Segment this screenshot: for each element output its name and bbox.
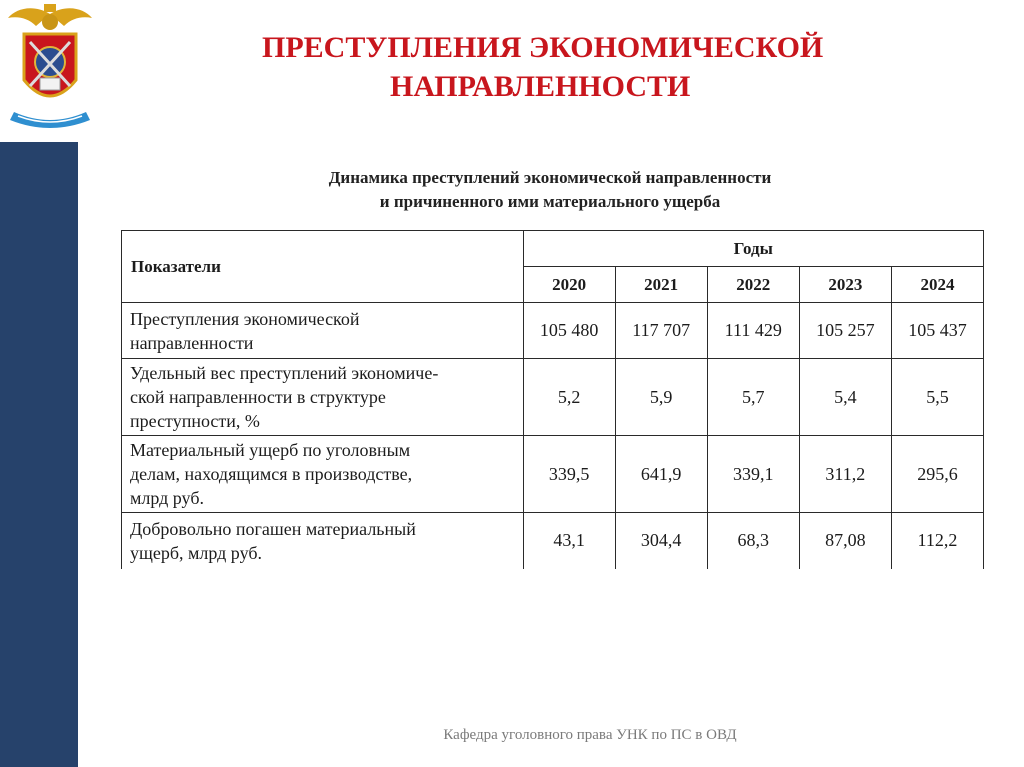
header-indicators: Показатели [122,231,524,303]
header-year: 2021 [615,267,707,303]
row-label-line: направленности [130,332,254,353]
table-caption-line2: и причиненного ими материального ущерба [379,192,721,211]
row-label-line: Добровольно погашен материальный [130,518,416,539]
table-cell: 311,2 [799,436,891,513]
table-cell: 5,5 [891,359,983,436]
table-row [122,436,984,513]
footer-text: Кафедра уголовного права УНК по ПС в ОВД [443,727,737,743]
row-label-line: ущерб, млрд руб. [130,542,262,563]
row-label-line: Материальный ущерб по уголовным [130,440,411,460]
header-year: 2023 [799,267,891,303]
table-cell: 68,3 [707,513,799,569]
table-row [122,359,984,436]
table-cell: 641,9 [615,436,707,513]
table-cell: 5,4 [799,359,891,436]
table-cell: 304,4 [615,513,707,569]
table-cell: 105 257 [799,303,891,359]
table-cell: 339,5 [523,436,615,513]
row-label-line: Преступления экономической [130,308,360,329]
header-year: 2022 [707,267,799,303]
table-cell: 295,6 [891,436,983,513]
table-cell: 339,1 [707,436,799,513]
slide-title-line2: НАПРАВЛЕННОСТИ [390,70,691,103]
table-cell: 5,9 [615,359,707,436]
table-cell: 105 437 [891,303,983,359]
header-year: 2020 [523,267,615,303]
sidebar-bar [0,142,78,767]
table-caption [250,166,850,214]
table-cell: 43,1 [523,513,615,569]
police-emblem-icon [4,0,96,132]
slide-title-line1: ПРЕСТУПЛЕНИЯ ЭКОНОМИЧЕСКОЙ [262,31,824,64]
table-cell: 5,2 [523,359,615,436]
header-year: 2024 [891,267,983,303]
row-label-line: делам, находящимся в производстве, [130,464,413,484]
table-caption-line1: Динамика преступлений экономической направленности [328,168,772,187]
table-cell: 87,08 [799,513,891,569]
header-years: Годы [523,231,983,267]
table-row [122,303,984,359]
crime-statistics-table [121,230,984,569]
table-row [122,513,984,569]
row-label [122,303,524,359]
table-cell: 111 429 [707,303,799,359]
row-label-line: ской направленности в структуре [130,387,386,407]
row-label-line: млрд руб. [130,488,204,508]
row-label-line: преступности, % [130,411,260,431]
table-cell: 105 480 [523,303,615,359]
row-label [122,436,524,513]
table-cell: 5,7 [707,359,799,436]
row-label [122,513,524,569]
table-cell: 117 707 [615,303,707,359]
table-cell: 112,2 [891,513,983,569]
row-label-line: Удельный вес преступлений экономиче- [130,363,439,383]
row-label [122,359,524,436]
